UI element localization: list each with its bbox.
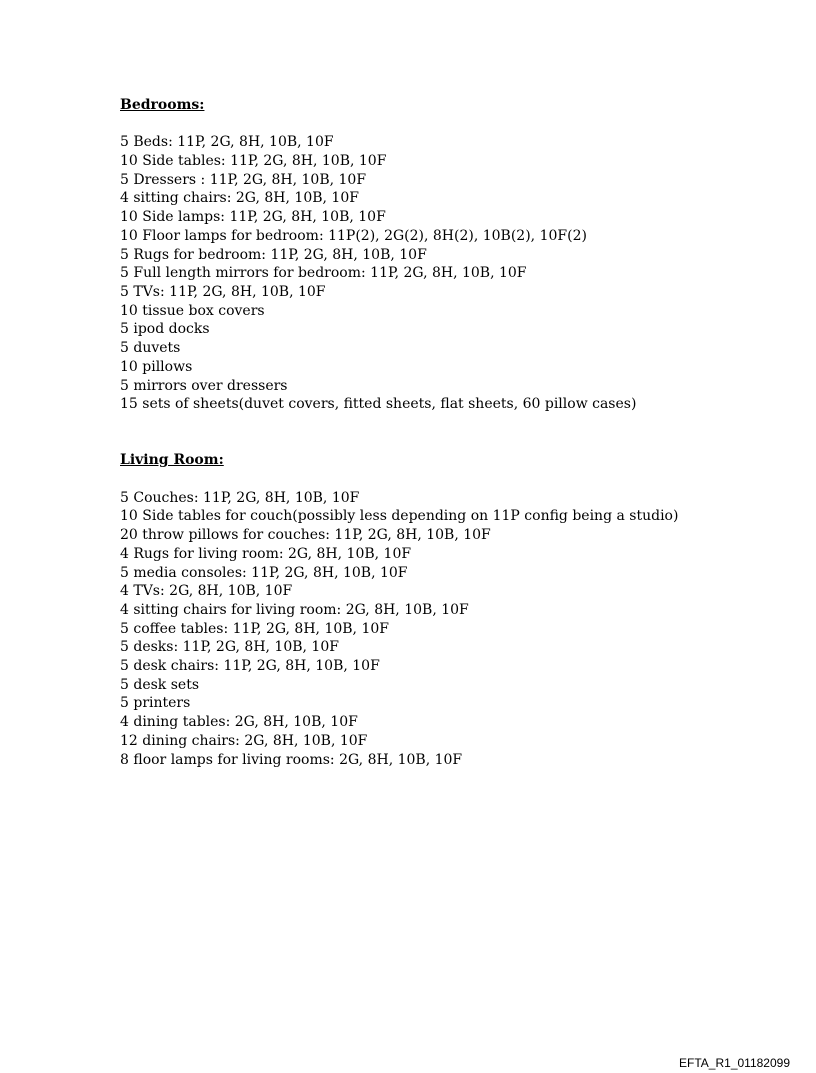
list-item: 20 throw pillows for couches: 11P, 2G, 8H, 10B, 10F bbox=[120, 527, 491, 544]
list-item: 5 desk chairs: 11P, 2G, 8H, 10B, 10F bbox=[120, 658, 380, 675]
list-item: 5 media consoles: 11P, 2G, 8H, 10B, 10F bbox=[120, 564, 408, 581]
list-item: 4 dining tables: 2G, 8H, 10B, 10F bbox=[120, 714, 358, 731]
list-item: 5 Dressers : 11P, 2G, 8H, 10B, 10F bbox=[120, 171, 367, 188]
list-item: 8 floor lamps for living rooms: 2G, 8H, 10B, 10F bbox=[120, 751, 463, 768]
list-item: 4 TVs: 2G, 8H, 10B, 10F bbox=[120, 583, 293, 600]
list-item: 5 mirrors over dressers bbox=[120, 377, 288, 394]
list-item: 10 Side tables: 11P, 2G, 8H, 10B, 10F bbox=[120, 153, 387, 170]
list-item: 10 Floor lamps for bedroom: 11P(2), 2G(2), 8H(2), 10B(2), 10F(2) bbox=[120, 227, 587, 244]
list-item: 5 duvets bbox=[120, 340, 181, 357]
list-item: 10 Side tables for couch(possibly less depending on 11P config being a studio) bbox=[120, 508, 679, 525]
living-room-section bbox=[120, 451, 760, 769]
list-item: 10 pillows bbox=[120, 358, 193, 375]
document-id: EFTA_R1_01182099 bbox=[679, 1056, 790, 1070]
list-item: 10 Side lamps: 11P, 2G, 8H, 10B, 10F bbox=[120, 209, 386, 226]
heading-spacer bbox=[120, 470, 760, 489]
list-item: 5 printers bbox=[120, 695, 191, 712]
list-item: 4 sitting chairs: 2G, 8H, 10B, 10F bbox=[120, 190, 359, 207]
list-item: 5 Beds: 11P, 2G, 8H, 10B, 10F bbox=[120, 134, 334, 151]
list-item: 12 dining chairs: 2G, 8H, 10B, 10F bbox=[120, 732, 368, 749]
bedrooms-heading: Bedrooms: bbox=[120, 97, 205, 113]
document-body bbox=[120, 96, 760, 769]
living-room-list bbox=[120, 489, 760, 770]
list-item: 5 coffee tables: 11P, 2G, 8H, 10B, 10F bbox=[120, 620, 389, 637]
list-item: 15 sets of sheets(duvet covers, fitted sheets, flat sheets, 60 pillow cases) bbox=[120, 396, 637, 413]
bedrooms-section bbox=[120, 96, 760, 414]
list-item: 5 desk sets bbox=[120, 676, 200, 693]
list-item: 5 desks: 11P, 2G, 8H, 10B, 10F bbox=[120, 639, 339, 656]
living-room-heading: Living Room: bbox=[120, 452, 224, 469]
list-item: 5 Couches: 11P, 2G, 8H, 10B, 10F bbox=[120, 489, 360, 506]
list-item: 10 tissue box covers bbox=[120, 302, 265, 319]
list-item: 5 Full length mirrors for bedroom: 11P, 2G, 8H, 10B, 10F bbox=[120, 265, 527, 282]
list-item: 5 ipod docks bbox=[120, 321, 210, 338]
list-item: 4 Rugs for living room: 2G, 8H, 10B, 10F bbox=[120, 545, 412, 562]
list-item: 5 Rugs for bedroom: 11P, 2G, 8H, 10B, 10F bbox=[120, 246, 427, 263]
section-gap bbox=[120, 414, 760, 451]
bedrooms-list bbox=[120, 133, 760, 414]
list-item: 4 sitting chairs for living room: 2G, 8H, 10B, 10F bbox=[120, 601, 469, 618]
heading-spacer bbox=[120, 115, 760, 134]
list-item: 5 TVs: 11P, 2G, 8H, 10B, 10F bbox=[120, 284, 326, 300]
